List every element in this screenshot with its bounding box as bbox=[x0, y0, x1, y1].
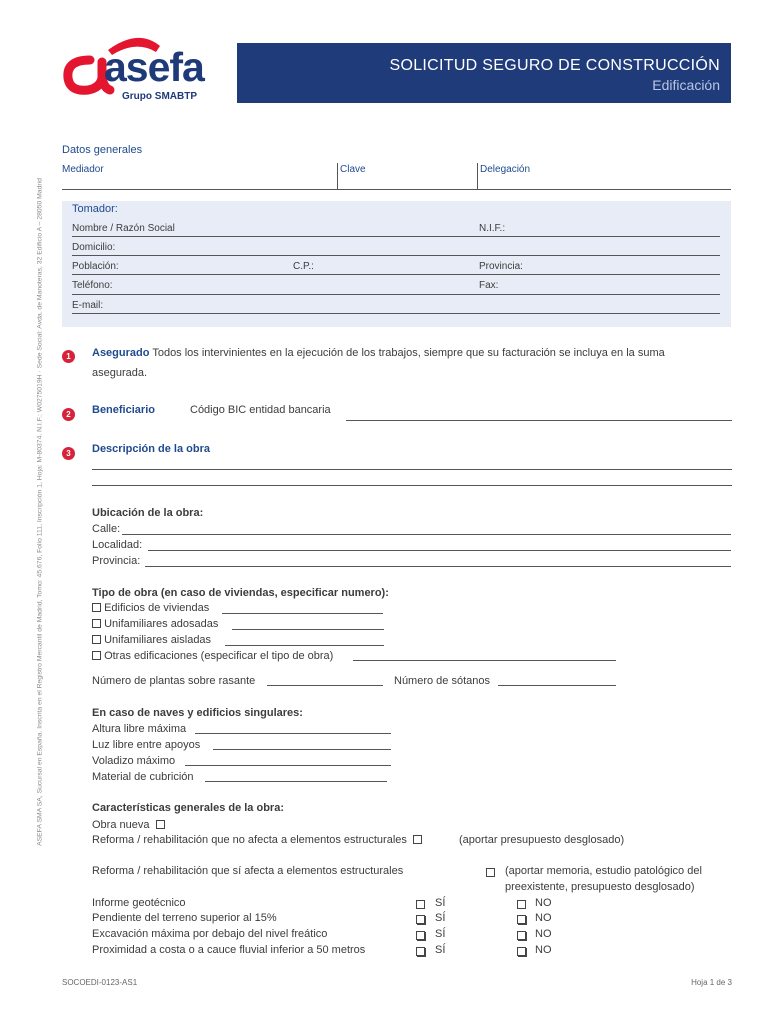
no-checkbox[interactable] bbox=[517, 915, 526, 924]
naves-field[interactable] bbox=[195, 733, 391, 734]
page-number: Hoja 1 de 3 bbox=[691, 978, 732, 987]
no-label: NO bbox=[535, 897, 552, 909]
reforma-no-option[interactable]: Reforma / rehabilitación que no afecta a elementos estructurales bbox=[92, 834, 422, 846]
nombre-field[interactable] bbox=[72, 236, 720, 237]
ubicacion-title: Ubicación de la obra: bbox=[92, 507, 204, 519]
checkbox[interactable] bbox=[413, 835, 422, 844]
plantas-field[interactable] bbox=[267, 685, 383, 686]
form-subtitle: Edificación bbox=[652, 77, 720, 93]
no-label: NO bbox=[535, 928, 552, 940]
telefono-label: Teléfono: bbox=[72, 280, 113, 291]
checkbox[interactable] bbox=[92, 619, 101, 628]
datos-underline[interactable] bbox=[62, 189, 731, 190]
asegurado-text-2: asegurada. bbox=[92, 367, 148, 379]
si-checkbox[interactable] bbox=[416, 947, 425, 956]
sotanos-label: Número de sótanos bbox=[394, 675, 490, 687]
divider bbox=[477, 163, 478, 189]
checkbox[interactable] bbox=[92, 651, 101, 660]
nif-label: N.I.F.: bbox=[479, 223, 506, 234]
telefono-field[interactable] bbox=[72, 294, 720, 295]
clave-label: Clave bbox=[340, 164, 366, 175]
tomador-title: Tomador: bbox=[72, 203, 118, 215]
naves-item: Altura libre máxima bbox=[92, 723, 187, 735]
naves-field[interactable] bbox=[185, 765, 391, 766]
no-checkbox[interactable] bbox=[517, 947, 526, 956]
reforma-si-checkbox[interactable] bbox=[486, 868, 495, 877]
email-field[interactable] bbox=[72, 313, 720, 314]
question-label: Excavación máxima por debajo del nivel freático bbox=[92, 928, 328, 940]
calle-field[interactable] bbox=[122, 534, 731, 535]
domicilio-label: Domicilio: bbox=[72, 242, 116, 253]
checkbox[interactable] bbox=[156, 820, 165, 829]
question-label: Informe geotécnico bbox=[92, 897, 186, 909]
naves-item: Luz libre entre apoyos bbox=[92, 739, 201, 751]
sotanos-field[interactable] bbox=[498, 685, 616, 686]
no-checkbox[interactable] bbox=[517, 900, 526, 909]
tipo-option[interactable]: Unifamiliares aisladas bbox=[92, 634, 211, 646]
question-label: Proximidad a costa o a cauce fluvial inferior a 50 metros bbox=[92, 944, 366, 956]
obra-nueva-option[interactable]: Obra nueva bbox=[92, 819, 165, 831]
localidad-label: Localidad: bbox=[92, 539, 143, 551]
provincia-label: Provincia: bbox=[479, 261, 523, 272]
tipo-field[interactable] bbox=[232, 629, 384, 630]
naves-title: En caso de naves y edificios singulares: bbox=[92, 707, 303, 719]
caracteristicas-title: Características generales de la obra: bbox=[92, 802, 284, 814]
localidad-field[interactable] bbox=[148, 550, 731, 551]
form-code: SOCOEDI-0123-AS1 bbox=[62, 978, 138, 987]
form-title: SOLICITUD SEGURO DE CONSTRUCCIÓN bbox=[389, 57, 720, 74]
tipo-option[interactable]: Edificios de viviendas bbox=[92, 602, 209, 614]
beneficiario-label: Beneficiario bbox=[92, 404, 155, 416]
no-label: NO bbox=[535, 912, 552, 924]
provincia-obra-field[interactable] bbox=[145, 566, 731, 567]
tipo-option[interactable]: Unifamiliares adosadas bbox=[92, 618, 218, 630]
si-checkbox[interactable] bbox=[416, 915, 425, 924]
section-number-1: 1 bbox=[62, 350, 75, 363]
tipo-field[interactable] bbox=[225, 645, 384, 646]
delegacion-label: Delegación bbox=[480, 164, 531, 175]
tomador-box bbox=[62, 201, 731, 327]
plantas-label: Número de plantas sobre rasante bbox=[92, 675, 256, 687]
descripcion-field-2[interactable] bbox=[92, 485, 732, 486]
nombre-label: Nombre / Razón Social bbox=[72, 223, 175, 234]
si-label: SÍ bbox=[435, 897, 446, 909]
si-checkbox[interactable] bbox=[416, 900, 425, 909]
logo-grupo: Grupo SMABTP bbox=[122, 91, 197, 102]
checkbox[interactable] bbox=[92, 603, 101, 612]
email-label: E-mail: bbox=[72, 300, 104, 311]
question-label: Pendiente del terreno superior al 15% bbox=[92, 912, 277, 924]
mediador-label: Mediador bbox=[62, 164, 104, 175]
domicilio-field[interactable] bbox=[72, 255, 720, 256]
tipo-option[interactable]: Otras edificaciones (especificar el tipo de obra) bbox=[92, 650, 333, 662]
no-label: NO bbox=[535, 944, 552, 956]
tipo-title: Tipo de obra (en caso de viviendas, especificar numero): bbox=[92, 587, 389, 599]
tipo-field[interactable] bbox=[222, 613, 383, 614]
tipo-field[interactable] bbox=[353, 660, 616, 661]
naves-item: Material de cubrición bbox=[92, 771, 194, 783]
section-number-2: 2 bbox=[62, 408, 75, 421]
datos-generales-title: Datos generales bbox=[62, 144, 143, 156]
section-number-3: 3 bbox=[62, 447, 75, 460]
checkbox[interactable] bbox=[92, 635, 101, 644]
naves-field[interactable] bbox=[205, 781, 387, 782]
form-header bbox=[237, 43, 731, 103]
bic-label: Código BIC entidad bancaria bbox=[190, 404, 331, 416]
asefa-logo bbox=[60, 30, 210, 105]
si-label: SÍ bbox=[435, 912, 446, 924]
reforma-no-note: (aportar presupuesto desglosado) bbox=[459, 834, 625, 846]
naves-field[interactable] bbox=[213, 749, 391, 750]
legal-side-text: ASEFA SMA SA, Sucursal en España. Inscrita en el Registro Mercantil de Madrid, Tomo: 45.676, Folio 111, Inscripción 1, Hoja: M-80374. N.I.F.: W0275019H · Sede Social: Avda. de Manoteras, 32 Edificio A – 28050 Madrid bbox=[36, 178, 44, 846]
fax-label: Fax: bbox=[479, 280, 499, 291]
divider bbox=[337, 163, 338, 189]
no-checkbox[interactable] bbox=[517, 931, 526, 940]
descripcion-field-1[interactable] bbox=[92, 469, 732, 470]
reforma-si-note-1: (aportar memoria, estudio patológico del bbox=[505, 865, 702, 877]
poblacion-label: Población: bbox=[72, 261, 119, 272]
reforma-si-note-2: preexistente, presupuesto desglosado) bbox=[505, 881, 695, 893]
naves-item: Voladizo máximo bbox=[92, 755, 176, 767]
bic-field[interactable] bbox=[346, 420, 732, 421]
asegurado-text: Todos los intervinientes en la ejecución de los trabajos, siempre que su facturación se incluya en la suma bbox=[152, 347, 665, 359]
poblacion-field[interactable] bbox=[72, 274, 720, 275]
calle-label: Calle: bbox=[92, 523, 121, 535]
si-checkbox[interactable] bbox=[416, 931, 425, 940]
descripcion-title: Descripción de la obra bbox=[92, 443, 210, 455]
asegurado-label: Asegurado bbox=[92, 347, 150, 359]
si-label: SÍ bbox=[435, 928, 446, 940]
cp-label: C.P.: bbox=[293, 261, 314, 272]
reforma-si-label: Reforma / rehabilitación que sí afecta a elementos estructurales bbox=[92, 865, 404, 877]
asegurado-paragraph bbox=[92, 347, 732, 359]
logo-word: asefa bbox=[104, 44, 204, 90]
provincia-obra-label: Provincia: bbox=[92, 555, 141, 567]
si-label: SÍ bbox=[435, 944, 446, 956]
